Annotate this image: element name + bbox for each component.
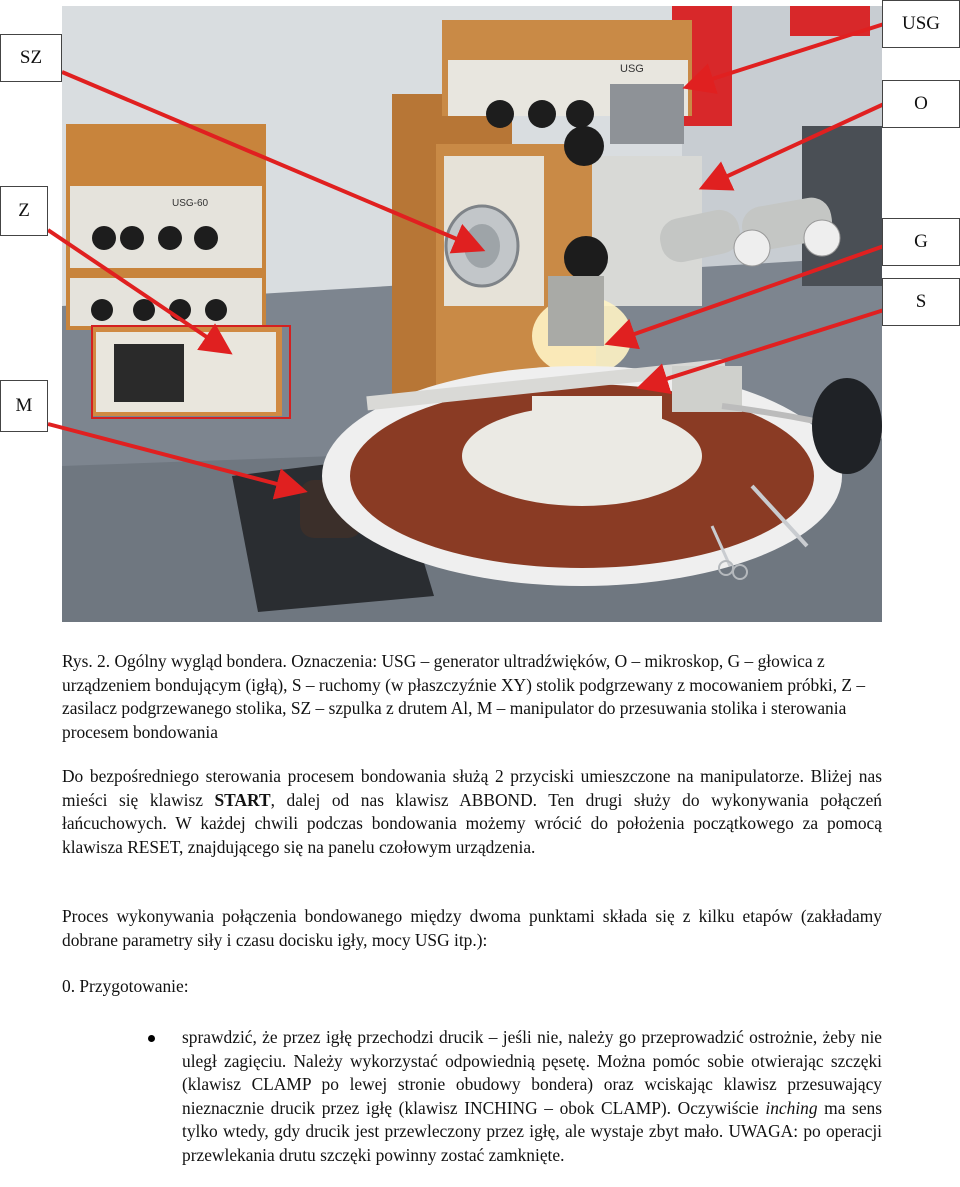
bonder-illustration: [62, 6, 882, 622]
paragraph-controls-part2: , dalej od nas klawisz ABBOND. Ten drugi służy do wykonywania połączeń łańcuchowych. W każdej chwili podczas bondowania możemy wrócić do położenia początkowego za pomocą klawisza RESET, znajdującego się na panelu czołowym urządzenia.: [62, 789, 882, 857]
label-usg: USG: [882, 0, 960, 48]
label-sz: SZ: [0, 34, 62, 82]
start-key-label: START: [214, 789, 271, 810]
list-item: [62, 1026, 882, 1167]
preparation-list: [62, 1026, 882, 1167]
label-m: M: [0, 380, 48, 432]
paragraph-controls-part1: Do bezpośredniego sterowania procesem bondowania służą 2 przyciski umieszczone na manipulatorze. Bliżej nas mieści się klawisz: [62, 766, 882, 810]
step-0-heading: 0. Przygotowanie:: [62, 976, 189, 996]
bonder-photo: [62, 6, 882, 622]
label-o: O: [882, 80, 960, 128]
label-s: S: [882, 278, 960, 326]
bullet-part2: ma sens tylko wtedy, gdy drucik jest przewleczony przez igłę, ale wystaje zbyt mało. UWAGA: po operacji przewlekania drutu szczęki powinny zostać zamknięte.: [182, 1097, 882, 1165]
usg-top-brand: USG: [620, 63, 644, 75]
label-z: Z: [0, 186, 48, 236]
bullet-icon: [148, 1035, 155, 1042]
paragraph-process: Proces wykonywania połączenia bondowanego między dwoma punktami składa się z kilku etapów (zakładamy dobrane parametry siły i czasu docisku igły, mocy USG itp.):: [62, 906, 882, 950]
label-g: G: [882, 218, 960, 266]
paragraph-controls: [62, 765, 882, 859]
figure-caption: Rys. 2. Ogólny wygląd bondera. Oznaczenia: USG – generator ultradźwięków, O – mikroskop, G – głowica z urządzeniem bondującym (igłą), S – ruchomy (w płaszczyźnie XY) stolik podgrzewany z mocowaniem próbki, Z – zasilacz podgrzewanego stolika, SZ – szpulka z drutem Al, M – manipulator do przesuwania stolika i sterowania procesem bondowania: [62, 651, 866, 742]
usg60-brand: USG-60: [172, 198, 209, 209]
inching-term: inching: [765, 1097, 818, 1118]
bullet-part1: sprawdzić, że przez igłę przechodzi drucik – jeśli nie, należy go przeprowadzić ostrożnie, żeby nie uległ zagięciu. Należy wykorzystać odpowiednią pęsetę. Można pomóc sobie otwierając szczęki (klawisz CLAMP po lewej stronie obudowy bondera) oraz wciskając klawisz przesuwający nieznacznie drucik przez igłę (klawisz INCHING – obok CLAMP). Oczywiście: [182, 1027, 882, 1118]
